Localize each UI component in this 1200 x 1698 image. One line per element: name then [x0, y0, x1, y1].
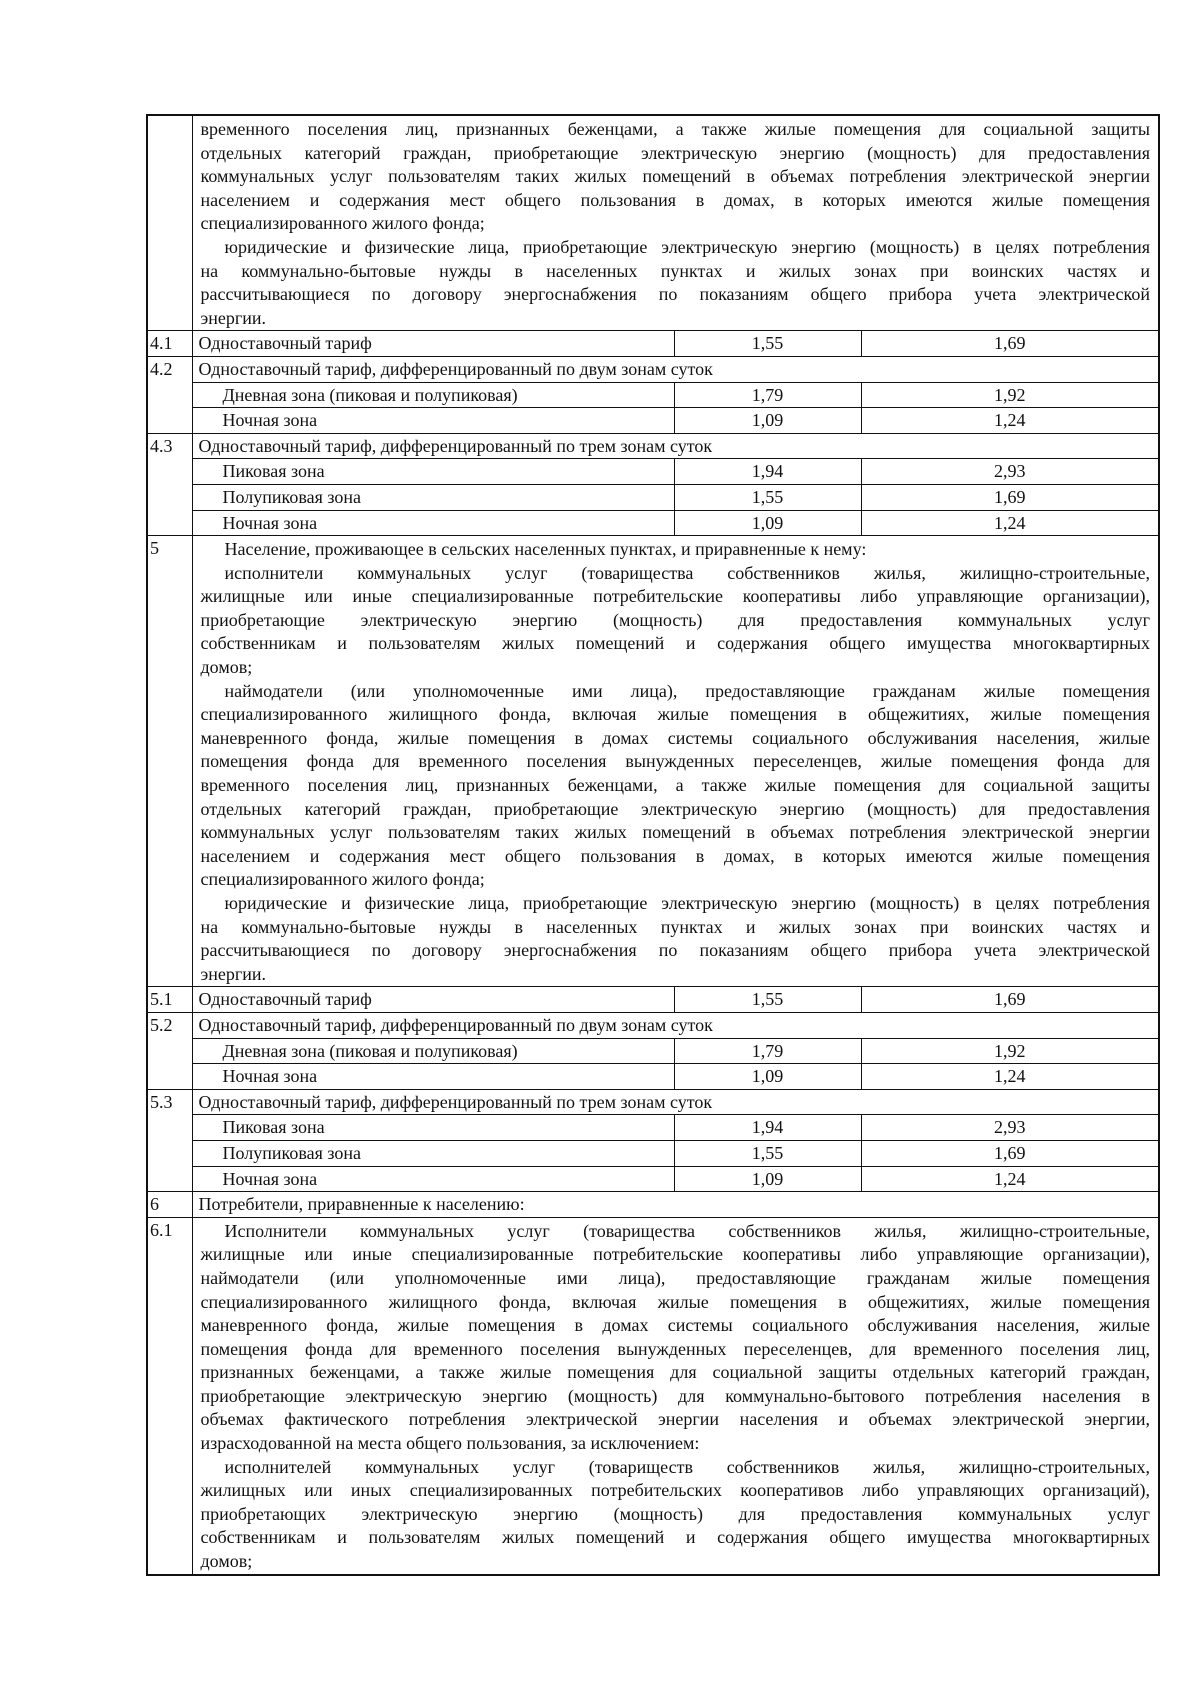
row-description [192, 115, 1159, 331]
text-line: наймодатели (или уполномоченные ими лица), предоставляющие гражданам жилые помещения [200, 1267, 1150, 1288]
tariff-value-1: 1,94 [674, 1115, 861, 1141]
text-line: помещения фонда для временного поселения вынужденных переселенцев, для временного поселения лиц, [200, 1338, 1150, 1359]
tariff-label: Одноставочный тариф [192, 331, 674, 357]
text-line: специализированного жилищного фонда, включая жилые помещения в общежитиях, жилые помещения [200, 1291, 1150, 1312]
paragraph [201, 680, 1151, 892]
tariff-value-1: 1,09 [674, 408, 861, 434]
tariff-zone-row [147, 484, 1159, 510]
text-line: наймодатели (или уполномоченные ими лица), предоставляющие гражданам жилые помещения [224, 680, 1150, 701]
text-line: исполнители коммунальных услуг (товарищества собственников жилья, жилищно-строительные, [224, 562, 1150, 583]
text-line: собственникам и пользователям жилых помещений и содержания общего имущества многоквартирных [200, 1527, 1150, 1548]
text-line: временного поселения лиц, признанных беженцами, а также жилые помещения для социальной защиты [200, 775, 1150, 796]
tariff-value-1: 1,94 [674, 459, 861, 485]
tariff-group-header [147, 1089, 1159, 1115]
zone-label: Дневная зона (пиковая и полупиковая) [192, 1038, 674, 1064]
zone-label: Полупиковая зона [192, 484, 674, 510]
paragraph [201, 118, 1151, 236]
text-line: юридические и физические лица, приобретающие электрическую энергию (мощность) в целях потребления [224, 893, 1150, 913]
text-line: рассчитывающиеся по договору энергоснабжения по показаниям общего прибора учета электрической [200, 284, 1150, 305]
tariff-group-label: Одноставочный тариф, дифференцированный по трем зонам суток [192, 1089, 1159, 1115]
row-number: 6 [147, 1192, 192, 1218]
text-line: рассчитывающиеся по договору энергоснабжения по показаниям общего прибора учета электрической [200, 940, 1150, 961]
tariff-value-1: 1,79 [674, 382, 861, 408]
tariff-value-2: 2,93 [861, 1115, 1159, 1141]
tariff-table-body [147, 115, 1159, 1575]
tariff-value-1: 1,55 [674, 484, 861, 510]
tariff-zone-row [147, 1064, 1159, 1090]
tariff-value-2: 1,92 [861, 382, 1159, 408]
row-description [192, 536, 1159, 987]
zone-label: Ночная зона [192, 408, 674, 434]
text-row [147, 536, 1159, 987]
section-heading: Потребители, приравненные к населению: [192, 1192, 1159, 1218]
text-line: энергии. [200, 963, 266, 984]
text-line: израсходованной на места общего пользования, за исключением: [200, 1433, 700, 1454]
tariff-zone-row [147, 510, 1159, 536]
tariff-group-header [147, 1012, 1159, 1038]
zone-label: Полупиковая зона [192, 1140, 674, 1166]
tariff-value-2: 1,69 [861, 1140, 1159, 1166]
tariff-group-label: Одноставочный тариф, дифференцированный по трем зонам суток [192, 433, 1159, 459]
tariff-value-2: 1,69 [861, 331, 1159, 357]
tariff-row [147, 331, 1159, 357]
tariff-value-1: 1,09 [674, 510, 861, 536]
zone-label: Ночная зона [192, 1166, 674, 1192]
row-number: 5.3 [147, 1089, 192, 1191]
tariff-value-2: 1,24 [861, 510, 1159, 536]
paragraph [201, 538, 1151, 562]
text-line: жилищные или иные специализированные потребительские кооперативы либо управляющие организации), [200, 1244, 1150, 1265]
tariff-value-1: 1,55 [674, 331, 861, 357]
tariff-zone-row [147, 408, 1159, 434]
zone-label: Ночная зона [192, 510, 674, 536]
text-line: отдельных категорий граждан, приобретающие электрическую энергию (мощность) для предоставления [200, 798, 1150, 819]
text-line: на коммунально-бытовые нужды в населенных пунктах и жилых зонах при воинских частях и [200, 916, 1150, 937]
zone-label: Ночная зона [192, 1064, 674, 1090]
tariff-row [147, 987, 1159, 1013]
row-number: 4.2 [147, 356, 192, 433]
tariff-value-1: 1,09 [674, 1064, 861, 1090]
zone-label: Пиковая зона [192, 459, 674, 485]
text-line: коммунальных услуг пользователям таких жилых помещений в объемах потребления электрической энергии [200, 822, 1150, 843]
text-line: специализированного жилого фонда; [200, 213, 485, 234]
tariff-zone-row [147, 1166, 1159, 1192]
paragraph [201, 1220, 1151, 1456]
tariff-value-2: 1,69 [861, 987, 1159, 1013]
text-line: маневренного фонда, жилые помещения в домах системы социального обслуживания населения, жилые [200, 1315, 1150, 1336]
text-line: населением и содержания мест общего пользования в домах, в которых имеются жилые помещения [200, 845, 1150, 866]
paragraph [201, 236, 1151, 330]
tariff-value-2: 1,24 [861, 1064, 1159, 1090]
tariff-label: Одноставочный тариф [192, 987, 674, 1013]
text-line: домов; [200, 657, 253, 678]
paragraph [201, 562, 1151, 680]
tariff-value-1: 1,55 [674, 987, 861, 1013]
row-number: 5 [147, 536, 192, 987]
text-line: жилищные или иные специализированные потребительские кооперативы либо управляющие организации), [200, 586, 1150, 607]
text-line: собственникам и пользователям жилых помещений и содержания общего имущества многоквартирных [200, 633, 1150, 654]
tariff-value-1: 1,09 [674, 1166, 861, 1192]
tariff-table [146, 114, 1160, 1576]
tariff-value-2: 1,24 [861, 408, 1159, 434]
tariff-value-2: 1,24 [861, 1166, 1159, 1192]
text-line: специализированного жилищного фонда, включая жилые помещения в общежитиях, жилые помещения [200, 704, 1150, 725]
text-line: населением и содержания мест общего пользования в домах, в которых имеются жилые помещения [200, 189, 1150, 210]
tariff-value-2: 1,69 [861, 484, 1159, 510]
tariff-group-label: Одноставочный тариф, дифференцированный по двум зонам суток [192, 356, 1159, 382]
tariff-group-header [147, 356, 1159, 382]
text-line: помещения фонда для временного поселения вынужденных переселенцев, жилые помещения фонда для [200, 751, 1150, 772]
tariff-zone-row [147, 382, 1159, 408]
row-number: 5.1 [147, 987, 192, 1013]
row-number [147, 115, 192, 331]
tariff-zone-row [147, 1115, 1159, 1141]
zone-label: Пиковая зона [192, 1115, 674, 1141]
text-line: жилищных или иных специализированных потребительских кооперативов либо управляющих организаций), [200, 1480, 1150, 1501]
text-line: приобретающих электрическую энергию (мощность) для предоставления коммунальных услуг [200, 1503, 1150, 1524]
tariff-zone-row [147, 1038, 1159, 1064]
tariff-group-label: Одноставочный тариф, дифференцированный по двум зонам суток [192, 1012, 1159, 1038]
text-line: коммунальных услуг пользователям таких жилых помещений в объемах потребления электрической энергии [200, 166, 1150, 187]
text-line: на коммунально-бытовые нужды в населенных пунктах и жилых зонах при воинских частях и [200, 260, 1150, 281]
text-line: приобретающие электрическую энергию (мощность) для коммунально-бытового потребления населения в [200, 1385, 1150, 1406]
row-number: 4.1 [147, 331, 192, 357]
tariff-group-header [147, 433, 1159, 459]
zone-label: Дневная зона (пиковая и полупиковая) [192, 382, 674, 408]
text-line: отдельных категорий граждан, приобретающие электрическую энергию (мощность) для предоставления [200, 142, 1150, 163]
tariff-zone-row [147, 459, 1159, 485]
text-line: домов; [200, 1551, 253, 1572]
row-number: 5.2 [147, 1012, 192, 1089]
text-line: исполнителей коммунальных услуг (товариществ собственников жилья, жилищно-строительных, [224, 1456, 1150, 1477]
paragraph [201, 892, 1151, 986]
tariff-value-2: 1,92 [861, 1038, 1159, 1064]
tariff-zone-row [147, 1140, 1159, 1166]
text-line: приобретающие электрическую энергию (мощность) для предоставления коммунальных услуг [200, 609, 1150, 630]
section-heading-row [147, 1192, 1159, 1218]
text-row [147, 115, 1159, 331]
text-line: объемах фактического потребления электрической энергии населения и объемах электрической энергии, [200, 1409, 1150, 1430]
tariff-value-1: 1,79 [674, 1038, 861, 1064]
text-line: Население, проживающее в сельских населенных пунктах, и приравненные к нему: [224, 539, 867, 560]
text-line: временного поселения лиц, признанных беженцами, а также жилые помещения для социальной защиты [200, 119, 1150, 139]
text-line: энергии. [200, 307, 266, 328]
row-number: 6.1 [147, 1217, 192, 1574]
text-line: юридические и физические лица, приобретающие электрическую энергию (мощность) в целях потребления [224, 236, 1150, 257]
tariff-value-1: 1,55 [674, 1140, 861, 1166]
text-line: специализированного жилого фонда; [200, 869, 485, 890]
text-line: признанных беженцами, а также жилые помещения для социальной защиты отдельных категорий граждан, [200, 1362, 1150, 1383]
text-line: маневренного фонда, жилые помещения в домах системы социального обслуживания населения, жилые [200, 727, 1150, 748]
text-line: Исполнители коммунальных услуг (товарищества собственников жилья, жилищно-строительные, [224, 1220, 1150, 1241]
row-number: 4.3 [147, 433, 192, 535]
text-row [147, 1217, 1159, 1574]
row-description [192, 1217, 1159, 1574]
paragraph [201, 1456, 1151, 1574]
tariff-value-2: 2,93 [861, 459, 1159, 485]
